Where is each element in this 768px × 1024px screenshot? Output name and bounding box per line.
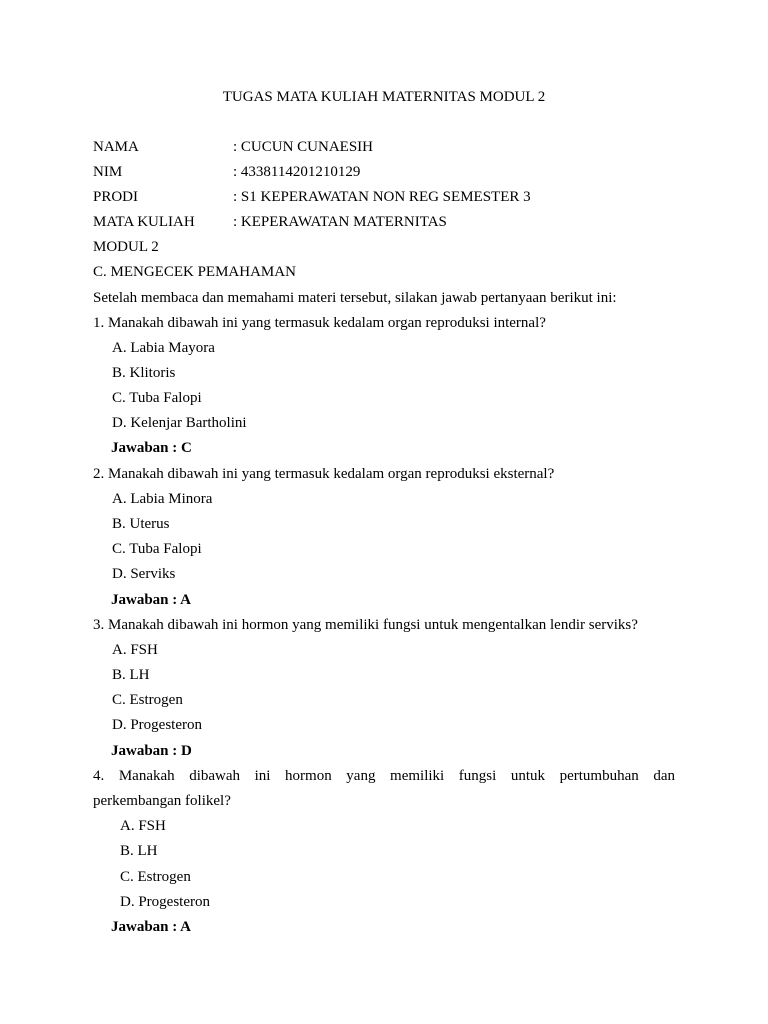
nama-row [93, 138, 373, 156]
mata-kuliah-row [93, 213, 447, 231]
question-3-option-c: C. Estrogen [112, 692, 183, 708]
question-3-option-a: A. FSH [112, 642, 158, 658]
nim-label: NIM [93, 164, 123, 180]
question-2-option-d: D. Serviks [112, 566, 176, 582]
question-1-option-b: B. Klitoris [112, 365, 176, 381]
question-3: 3. Manakah dibawah ini hormon yang memiliki fungsi untuk mengentalkan lendir serviks? [93, 617, 638, 633]
question-1-option-a: A. Labia Mayora [112, 340, 215, 356]
question-2-answer: Jawaban : A [111, 592, 192, 608]
question-1-option-c: C. Tuba Falopi [112, 390, 202, 406]
mata-kuliah-label: MATA KULIAH [93, 214, 195, 230]
nama-value: : CUCUN CUNAESIH [233, 139, 374, 155]
question-2-option-b: B. Uterus [112, 516, 170, 532]
question-2-option-a: A. Labia Minora [112, 491, 213, 507]
question-4-answer: Jawaban : A [111, 919, 192, 935]
question-3-option-d: D. Progesteron [112, 717, 202, 733]
question-4-option-a: A. FSH [120, 818, 166, 834]
nim-row [93, 163, 360, 181]
question-2-option-c: C. Tuba Falopi [112, 541, 202, 557]
question-4-option-b: B. LH [120, 843, 158, 859]
question-2: 2. Manakah dibawah ini yang termasuk kedalam organ reproduksi eksternal? [93, 466, 555, 482]
document-title: TUGAS MATA KULIAH MATERNITAS MODUL 2 [222, 89, 546, 105]
question-3-answer: Jawaban : D [111, 743, 192, 759]
question-3-option-b: B. LH [112, 667, 150, 683]
question-4-line-2: perkembangan folikel? [93, 793, 231, 809]
modul-label: MODUL 2 [93, 239, 159, 255]
prodi-row [93, 188, 531, 206]
question-4-option-d: D. Progesteron [120, 894, 210, 910]
nama-label: NAMA [93, 139, 139, 155]
nim-value: : 4338114201210129 [233, 164, 361, 180]
question-1-option-d: D. Kelenjar Bartholini [112, 415, 247, 431]
question-4-line-1: 4. Manakah dibawah ini hormon yang memiliki fungsi untuk pertumbuhan dan [93, 768, 675, 784]
prodi-label: PRODI [93, 189, 139, 205]
question-1: 1. Manakah dibawah ini yang termasuk kedalam organ reproduksi internal? [93, 315, 546, 331]
mata-kuliah-value: : KEPERAWATAN MATERNITAS [233, 214, 447, 230]
question-1-answer: Jawaban : C [111, 440, 192, 456]
question-4-option-c: C. Estrogen [120, 869, 191, 885]
section-heading: C. MENGECEK PEMAHAMAN [93, 264, 296, 280]
intro-text: Setelah membaca dan memahami materi tersebut, silakan jawab pertanyaan berikut ini: [93, 290, 617, 306]
prodi-value: : S1 KEPERAWATAN NON REG SEMESTER 3 [233, 189, 531, 205]
